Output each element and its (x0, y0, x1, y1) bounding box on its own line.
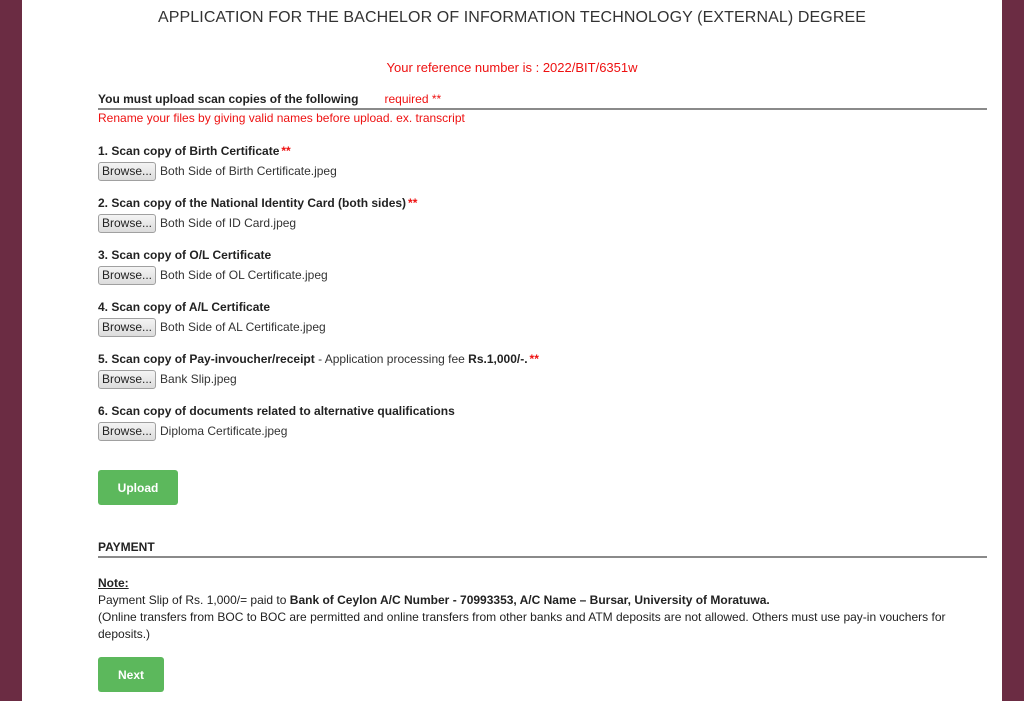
selected-file-name: Diploma Certificate.jpeg (160, 424, 288, 438)
required-marker: ** (281, 144, 291, 158)
selected-file-name: Both Side of OL Certificate.jpeg (160, 268, 328, 282)
file-label-text: 5. Scan copy of Pay-invoucher/receipt (98, 352, 315, 366)
selected-file-name: Both Side of AL Certificate.jpeg (160, 320, 326, 334)
browse-button-national-id[interactable]: Browse... (98, 214, 156, 233)
file-label (98, 247, 987, 263)
bank-account-details: Bank of Ceylon A/C Number - 70993353, A/C Name – Bursar, University of Moratuwa. (289, 593, 770, 607)
file-label-text: 4. Scan copy of A/L Certificate (98, 300, 271, 314)
payment-prefix: Payment Slip of Rs. 1,000/= paid to (98, 593, 290, 607)
payment-note (98, 575, 987, 643)
payment-instructions (98, 592, 987, 609)
application-page (22, 0, 1002, 701)
file-label (98, 403, 987, 419)
payment-section-heading: PAYMENT (98, 540, 987, 558)
file-item-birth-certificate (98, 143, 987, 181)
browse-button-birth-certificate[interactable]: Browse... (98, 162, 156, 181)
required-marker: ** (529, 352, 539, 366)
note-title: Note: (98, 576, 129, 590)
browse-button-ol-certificate[interactable]: Browse... (98, 266, 156, 285)
file-label (98, 299, 987, 315)
next-button[interactable]: Next (98, 657, 164, 692)
selected-file-name: Both Side of ID Card.jpeg (160, 216, 297, 230)
fee-description: - Application processing fee (314, 352, 469, 366)
browse-button-al-certificate[interactable]: Browse... (98, 318, 156, 337)
selected-file-name: Bank Slip.jpeg (160, 372, 237, 386)
file-label-text: 1. Scan copy of Birth Certificate (98, 144, 280, 158)
file-item-national-id (98, 195, 987, 233)
upload-button[interactable]: Upload (98, 470, 178, 505)
browse-button-pay-voucher[interactable]: Browse... (98, 370, 156, 389)
file-label (98, 351, 987, 367)
page-title: APPLICATION FOR THE BACHELOR OF INFORMATION TECHNOLOGY (EXTERNAL) DEGREE (157, 9, 867, 26)
file-label-text: 3. Scan copy of O/L Certificate (98, 248, 272, 262)
rename-note: Rename your files by giving valid names before upload. ex. transcript (98, 111, 465, 125)
transfer-policy: (Online transfers from BOC to BOC are permitted and online transfers from other banks and ATM deposits are not allowed. Others must use pay-in vouchers for deposits.) (98, 610, 946, 641)
required-note: required ** (384, 92, 442, 106)
selected-file-name: Both Side of Birth Certificate.jpeg (160, 164, 337, 178)
file-label (98, 143, 987, 159)
file-label (98, 195, 987, 211)
file-label-text: 6. Scan copy of documents related to alternative qualifications (98, 404, 455, 418)
browse-button-alternative-qualifications[interactable]: Browse... (98, 422, 156, 441)
upload-heading-text: You must upload scan copies of the following (98, 92, 359, 106)
fee-amount: Rs.1,000/-. (468, 352, 528, 366)
file-item-ol-certificate (98, 247, 987, 285)
upload-section-heading (98, 92, 987, 110)
required-marker: ** (408, 196, 418, 210)
file-item-alternative-qualifications (98, 403, 987, 441)
file-item-al-certificate (98, 299, 987, 337)
file-label-text: 2. Scan copy of the National Identity Card (both sides) (98, 196, 407, 210)
reference-number: Your reference number is : 2022/BIT/6351w (386, 60, 638, 75)
file-item-pay-voucher (98, 351, 987, 389)
